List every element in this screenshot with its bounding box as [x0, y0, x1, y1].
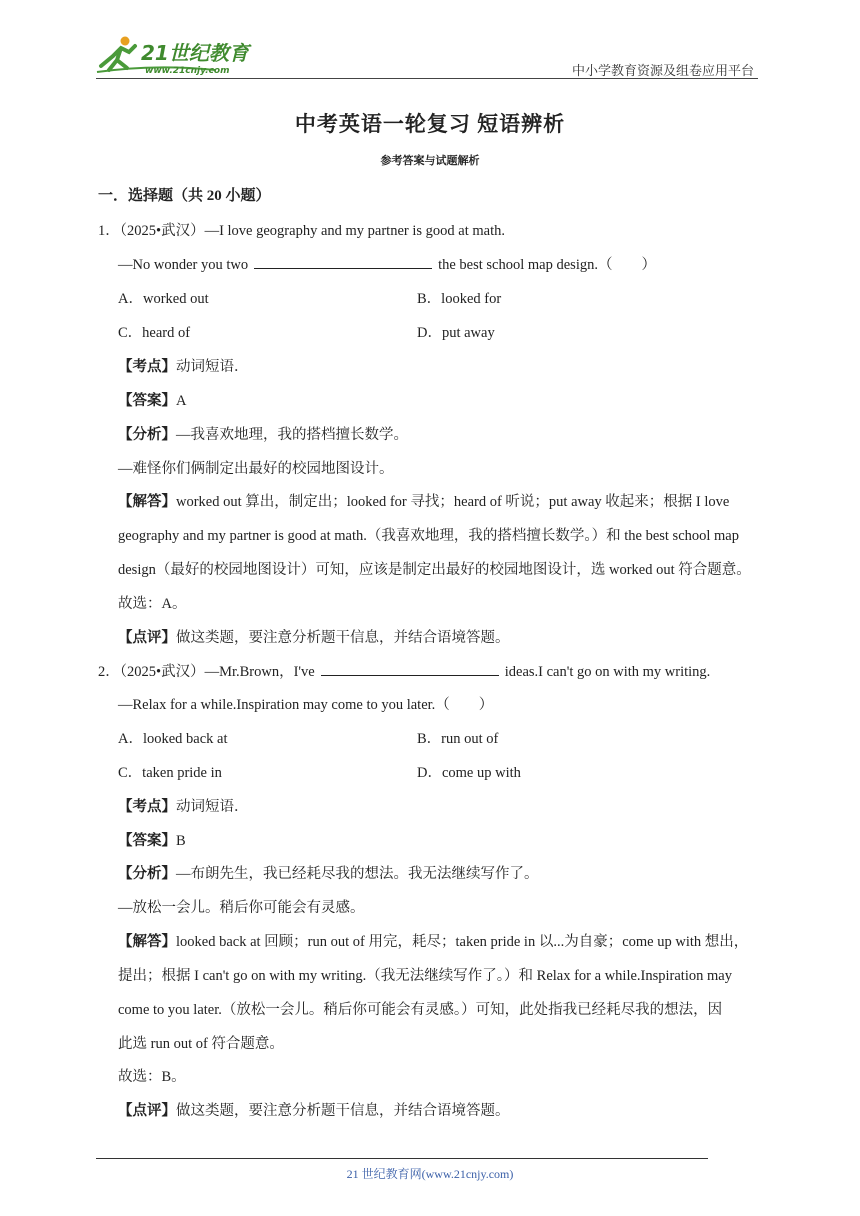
- q2-solution: 【解答】looked back at 回顾；run out of 用完，耗尽；taken pride in 以...为自豪；come up with 想出，: [118, 934, 749, 950]
- q1-option-a[interactable]: A．worked out: [118, 291, 209, 307]
- section-heading: 一．选择题（共 20 小题）: [98, 188, 271, 204]
- q1-analysis: 【分析】—我喜欢地理，我的搭档擅长数学。: [118, 427, 408, 443]
- q1-solution-2: geography and my partner is good at math.（我喜欢地理，我的搭档擅长数学。）和 the best school map: [118, 528, 739, 544]
- q1-analysis-2: —难怪你们俩制定出最好的校园地图设计。: [118, 461, 394, 477]
- logo-text: 21世纪教育: [141, 41, 249, 65]
- platform-name: 中小学教育资源及组卷应用平台: [571, 63, 754, 78]
- q2-comment: 【点评】做这类题，要注意分析题干信息，并结合语境答题。: [118, 1103, 510, 1119]
- q2-option-d[interactable]: D．come up with: [417, 765, 521, 781]
- q1-stem-2: —No wonder you two the best school map design.（ ）: [118, 257, 656, 273]
- q1-stem: 1．（2025•武汉）—I love geography and my partner is good at math.: [98, 223, 505, 239]
- q2-option-a[interactable]: A．looked back at: [118, 731, 228, 747]
- header-divider: [96, 78, 758, 79]
- q2-analysis-2: —放松一会儿。稍后你可能会有灵感。: [118, 900, 365, 916]
- q2-kaodian: 【考点】动词短语．: [118, 799, 249, 815]
- q2-stem-2: —Relax for a while.Inspiration may come to you later.（ ）: [118, 697, 494, 713]
- q1-option-b[interactable]: B．looked for: [417, 291, 502, 307]
- footer-divider: [96, 1158, 708, 1159]
- q1-option-c[interactable]: C．heard of: [118, 325, 191, 341]
- q2-stem: 2．（2025•武汉）—Mr.Brown，I've ideas.I can't go on with my writing.: [98, 664, 711, 680]
- q2-solution-2: 提出；根据 I can't go on with my writing.（我无法继续写作了。）和 Relax for a while.Inspiration may: [118, 968, 732, 984]
- site-logo[interactable]: [95, 34, 265, 76]
- answer-blank[interactable]: [321, 663, 499, 676]
- q1-solution: 【解答】worked out 算出，制定出；looked for 寻找；heard of 听说；put away 收起来；根据 I love: [118, 494, 730, 510]
- q1-solution-3: design（最好的校园地图设计）可知，应该是制定出最好的校园地图设计，选 worked out 符合题意。: [118, 562, 751, 578]
- q2-option-c[interactable]: C．taken pride in: [118, 765, 222, 781]
- footer-link[interactable]: 21 世纪教育网(www.21cnjy.com): [346, 1167, 514, 1181]
- q2-analysis: 【分析】—布朗先生，我已经耗尽我的想法。我无法继续写作了。: [118, 866, 539, 882]
- q1-choice: 故选：A。: [118, 596, 187, 612]
- q1-comment: 【点评】做这类题，要注意分析题干信息，并结合语境答题。: [118, 630, 510, 646]
- answer-blank[interactable]: [254, 256, 432, 269]
- runner-head-icon: [121, 37, 130, 46]
- q1-answer: 【答案】A: [118, 393, 187, 409]
- q2-solution-3: come to you later.（放松一会儿。稍后你可能会有灵感。）可知，此处指我已经耗尽我的想法，因: [118, 1002, 723, 1018]
- logo-url: www.21cnjy.com: [145, 66, 230, 76]
- q2-option-b[interactable]: B．run out of: [417, 731, 499, 747]
- q2-choice: 故选：B。: [118, 1069, 186, 1085]
- runner-icon: [101, 46, 135, 70]
- q2-answer: 【答案】B: [118, 833, 186, 849]
- q1-kaodian: 【考点】动词短语．: [118, 359, 249, 375]
- q1-option-d[interactable]: D．put away: [417, 325, 495, 341]
- q2-solution-4: 此选 run out of 符合题意。: [118, 1036, 284, 1052]
- page-title: 中考英语一轮复习 短语辨析: [294, 112, 566, 136]
- page-subtitle: 参考答案与试题解析: [380, 155, 480, 167]
